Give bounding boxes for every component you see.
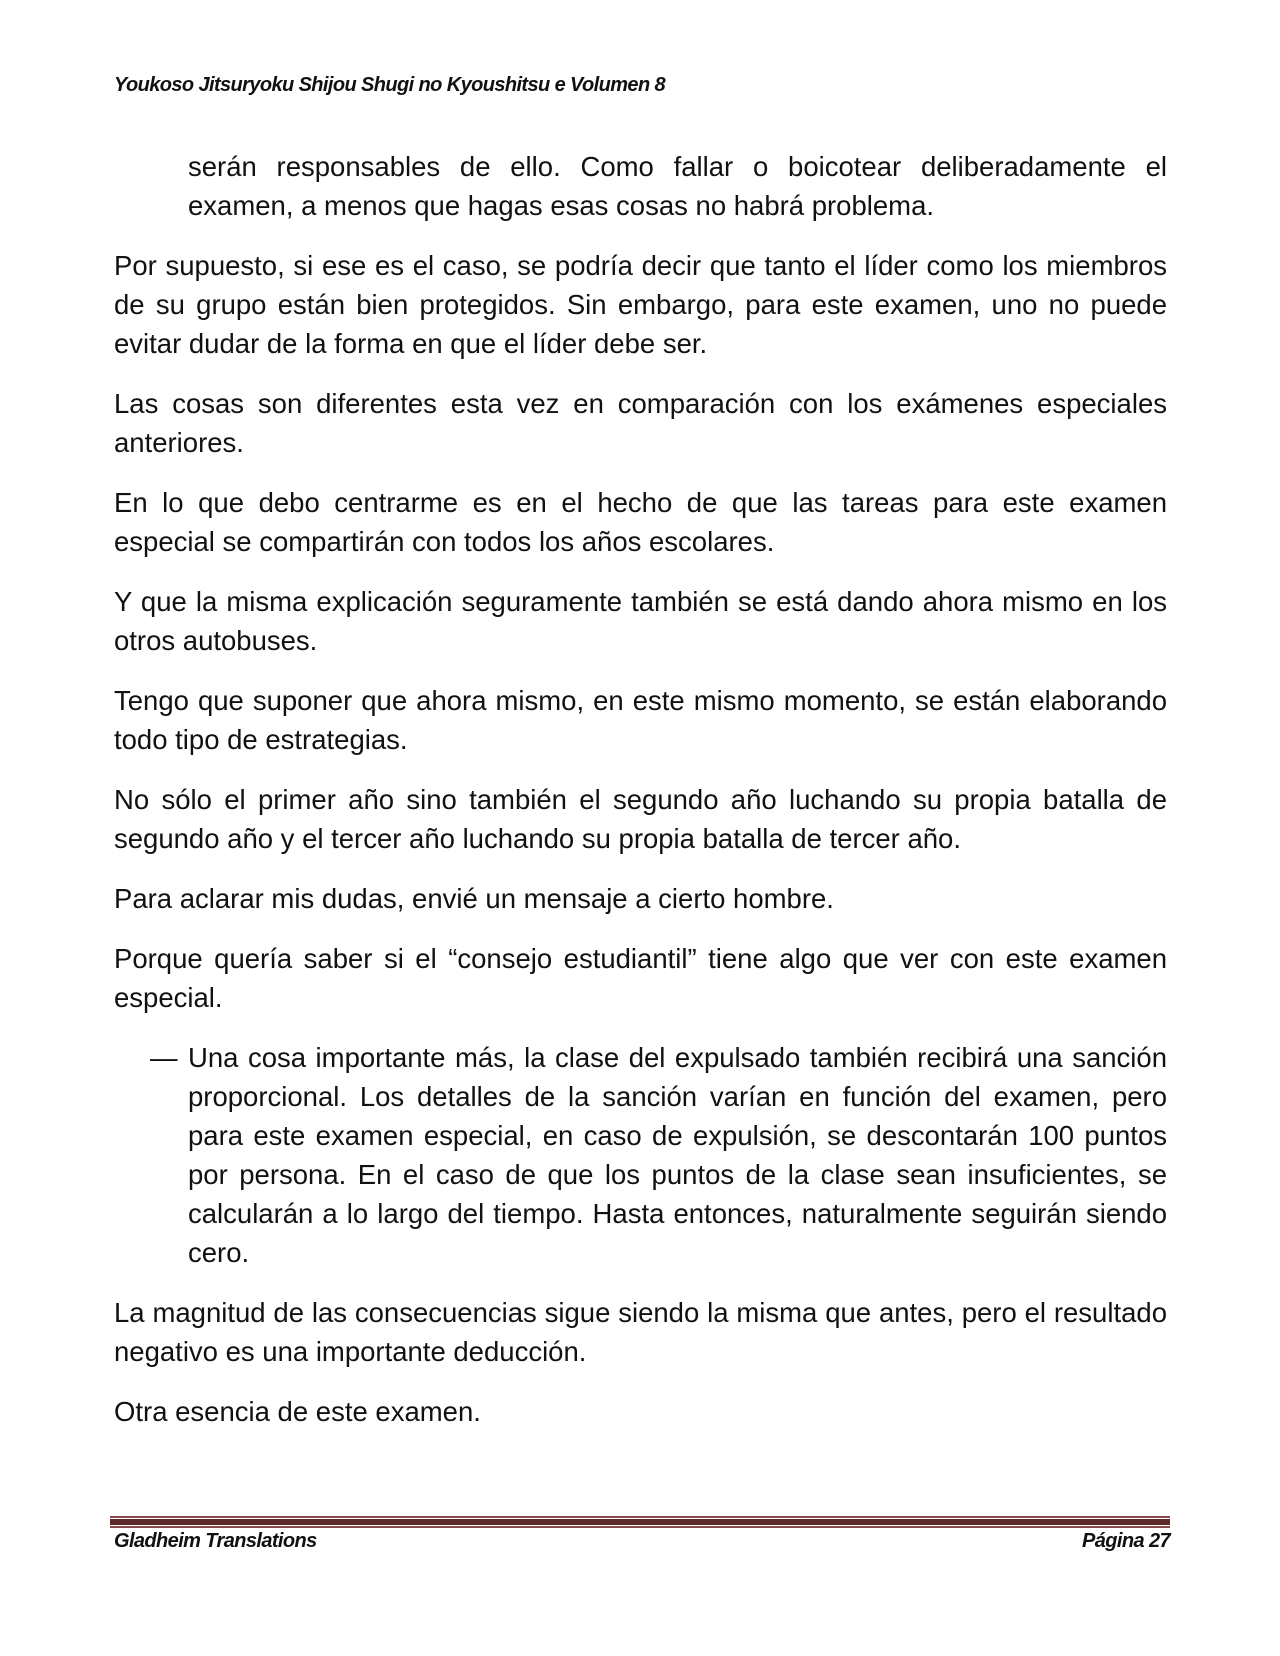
paragraph: Porque quería saber si el “consejo estudiantil” tiene algo que ver con este examen especial. — [114, 943, 1167, 1013]
page-body — [114, 147, 1167, 1452]
paragraph: Y que la misma explicación seguramente también se está dando ahora mismo en los otros autobuses. — [114, 586, 1167, 656]
dialogue-paragraph — [150, 1038, 1167, 1272]
paragraph: En lo que debo centrarme es en el hecho de que las tareas para este examen especial se compartirán con todos los años escolares. — [114, 487, 1167, 557]
paragraph: Otra esencia de este examen. — [114, 1396, 481, 1427]
paragraph: Para aclarar mis dudas, envié un mensaje a cierto hombre. — [114, 883, 834, 914]
paragraph: serán responsables de ello. Como fallar o boicotear deliberadamente el examen, a menos que hagas esas cosas no habrá problema. — [188, 151, 1167, 221]
paragraph: Las cosas son diferentes esta vez en comparación con los exámenes especiales anteriores. — [114, 388, 1167, 458]
paragraph: Tengo que suponer que ahora mismo, en este mismo momento, se están elaborando todo tipo de estrategias. — [114, 685, 1167, 755]
paragraph: Por supuesto, si ese es el caso, se podría decir que tanto el líder como los miembros de su grupo están bien protegidos. Sin embargo, para este examen, uno no puede evitar dudar de la forma en que el líder debe ser. — [114, 250, 1167, 359]
page-number: Página 27 — [1082, 1530, 1170, 1552]
footer-credit: Gladheim Translations — [114, 1530, 317, 1552]
running-header: Youkoso Jitsuryoku Shijou Shugi no Kyoushitsu e Volumen 8 — [114, 74, 666, 96]
footer-rule — [110, 1516, 1170, 1528]
dialogue-text: Una cosa importante más, la clase del expulsado también recibirá una sanción proporcional. Los detalles de la sanción varían en función del examen, pero para este examen especial, en caso de expulsión, se descontarán 100 puntos por persona. En el caso de que los puntos de la clase sean insuficientes, se calcularán a lo largo del tiempo. Hasta entonces, naturalmente seguirán siendo cero. — [188, 1042, 1167, 1268]
paragraph: No sólo el primer año sino también el segundo año luchando su propia batalla de segundo año y el tercer año luchando su propia batalla de tercer año. — [114, 784, 1167, 854]
em-dash: — — [150, 1042, 178, 1073]
paragraph: La magnitud de las consecuencias sigue siendo la misma que antes, pero el resultado negativo es una importante deducción. — [114, 1297, 1167, 1367]
